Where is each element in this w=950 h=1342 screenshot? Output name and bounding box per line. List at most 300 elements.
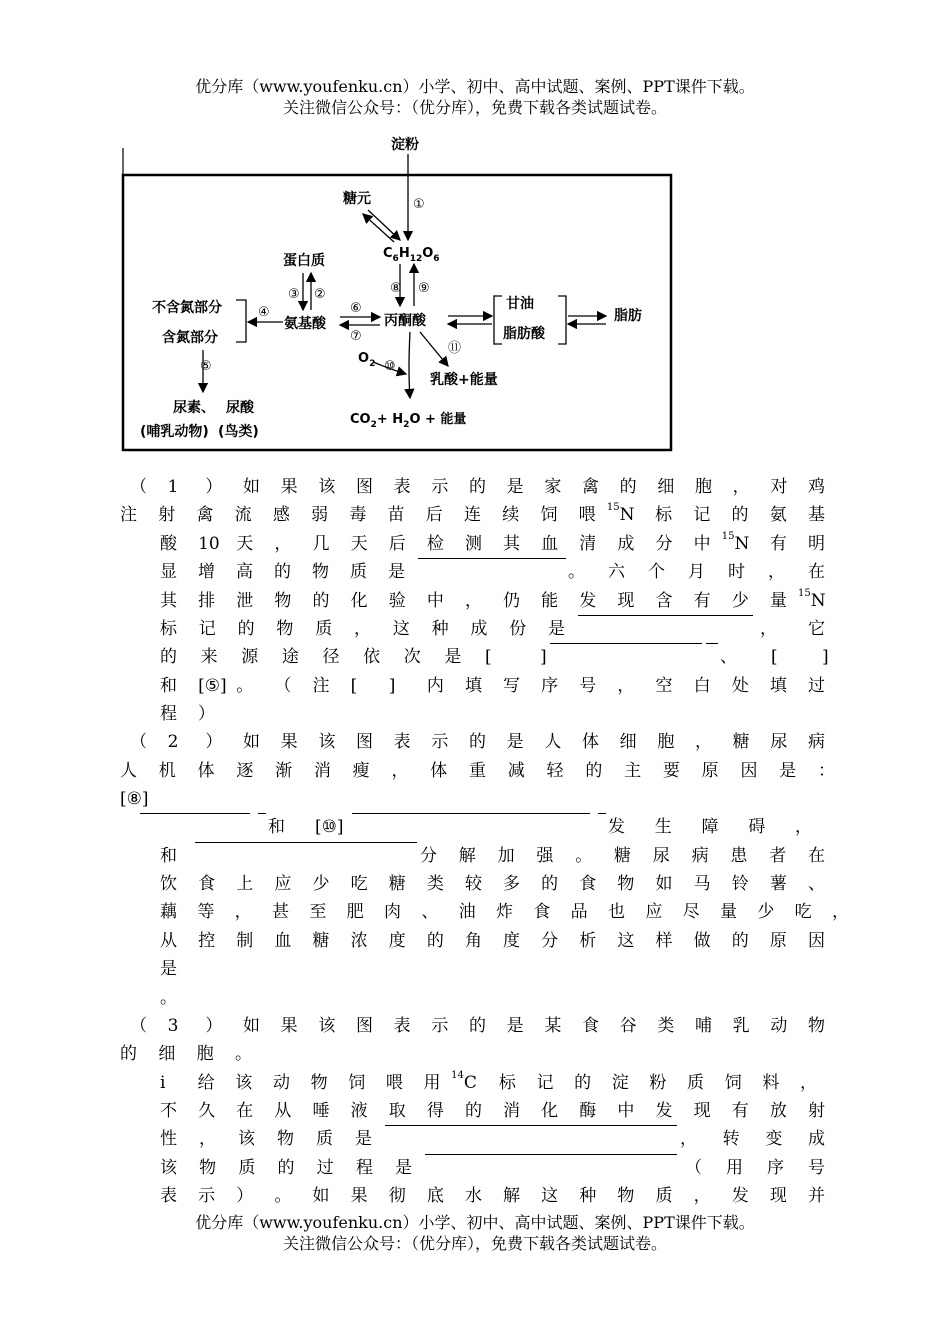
q2-line-10 (0, 984, 950, 1012)
text-char: ， (795, 817, 812, 837)
text-char: 有 (731, 1101, 749, 1121)
text-char: 检 (426, 534, 444, 554)
text-char: 示 (431, 732, 449, 752)
text-char: ， (234, 902, 252, 922)
text-char: 成 (808, 1129, 825, 1149)
text-char: 人 (120, 761, 137, 781)
text-char: 弱 (311, 505, 329, 525)
text-char: 取 (388, 1101, 406, 1121)
text-char: ， (800, 1073, 817, 1093)
text-char: 现 (617, 591, 635, 611)
step-7-label: ⑦ (350, 329, 362, 344)
text-char: 明 (808, 534, 825, 554)
text-char: ， (693, 1186, 711, 1206)
q3-line-4 (0, 1097, 950, 1125)
text-char: 食 (579, 874, 597, 894)
text-char: 15N (721, 531, 750, 554)
text-char: 水 (464, 1186, 482, 1206)
text-char: ， (832, 902, 849, 922)
text-char: 该 (238, 1129, 255, 1149)
text-char: 化 (541, 1101, 559, 1121)
text-char: （ (130, 477, 147, 497)
text-char: 物 (617, 874, 635, 894)
text-char: 的 (160, 647, 177, 667)
text-char: 基 (808, 505, 825, 525)
text-char: 应 (274, 874, 292, 894)
text-char: 质 (350, 562, 367, 582)
arrow-pyruvate-co2 (409, 332, 410, 398)
text-char: [⑤] (198, 676, 227, 696)
text-char: 号 (579, 676, 597, 696)
text-char: ） (205, 732, 223, 752)
text-char: 。 (575, 846, 593, 866)
text-char: ， (199, 1129, 216, 1149)
text-char: 体 (430, 761, 448, 781)
text-char: 的 (426, 931, 444, 951)
q1-line-3 (0, 530, 950, 558)
q3-l5b (0, 1125, 950, 1153)
text-char: 高 (236, 562, 253, 582)
text-char: （ (130, 732, 147, 752)
text-char: 糖 (614, 846, 631, 866)
fat-label: 脂肪 (614, 308, 642, 324)
protein-label: 蛋白质 (283, 253, 325, 269)
text-char: 胞 (196, 1044, 214, 1064)
q2-line-1 (0, 728, 950, 756)
text-char: 食 (198, 874, 216, 894)
text-char: （ (274, 676, 292, 696)
text-char: 发 (655, 1101, 673, 1121)
text-char: 如 (243, 732, 260, 752)
text-char: 是 (388, 562, 405, 582)
q1-line-4 (0, 558, 950, 586)
text-char: 发 (579, 591, 597, 611)
q2-l4a: 和 (268, 817, 285, 837)
text-char: 禽 (582, 477, 599, 497)
text-char: 、 (720, 647, 737, 667)
text-char: 的 (277, 1158, 295, 1178)
text-char: 从 (160, 931, 177, 951)
text-char: 14C (451, 1070, 477, 1093)
q1-line-5 (0, 587, 950, 615)
text-char: 序 (541, 676, 559, 696)
text-char: 果 (280, 732, 298, 752)
text-char: 糖 (312, 931, 330, 951)
text-char: 的 (469, 477, 486, 497)
glycogen-label: 糖元 (343, 191, 371, 207)
text-char: 增 (198, 562, 215, 582)
text-char: 饲 (724, 1073, 742, 1093)
text-char: 对 (770, 477, 788, 497)
text-char: 禽 (196, 505, 214, 525)
text-char: 注 (120, 505, 137, 525)
text-char: 粉 (649, 1073, 667, 1093)
text-char: 成 (470, 619, 488, 639)
text-char: 因 (740, 761, 758, 781)
text-char: 是 (506, 1016, 524, 1036)
footer-line-2: 关注微信公众号：（优分库），免费下载各类试题试卷。 (282, 1234, 667, 1253)
text-char: 。 (568, 562, 585, 582)
text-char: 液 (350, 1101, 368, 1121)
text-char: 料 (762, 1073, 780, 1093)
text-char: 。 (236, 676, 254, 696)
text-char: 是 (355, 1129, 372, 1149)
text-char: 质 (315, 619, 333, 639)
text-char: 主 (624, 761, 642, 781)
text-char: 射 (158, 505, 176, 525)
q2-l4b: [⑩] (315, 817, 344, 837)
text-char: 图 (356, 477, 373, 497)
superscript: 15 (606, 502, 620, 513)
text-char: 续 (502, 505, 520, 525)
text-char: 多 (503, 874, 521, 894)
text-char: 转 (722, 1129, 740, 1149)
text-char: 乳 (732, 1016, 750, 1036)
q2-line-2 (0, 757, 950, 785)
footer-line-1: 优分库（www.youfenku.cn）小学、初中、高中试题、案例、PPT课件下载。 (195, 1213, 755, 1232)
text-char: 解 (458, 846, 476, 866)
text-char: ] (388, 676, 396, 696)
text-char: 制 (236, 931, 254, 951)
text-char: 现 (693, 1101, 711, 1121)
text-char: 淀 (611, 1073, 629, 1093)
text-char: 果 (350, 1186, 368, 1206)
text-char: 者 (769, 846, 787, 866)
uric-acid-label: 尿酸 (226, 400, 254, 416)
text-char: 这 (392, 619, 410, 639)
q2-line-5 (0, 842, 950, 870)
text-char: 填 (769, 676, 787, 696)
text-char: 糖 (732, 732, 750, 752)
text-char: 度 (388, 931, 406, 951)
text-char: 排 (198, 591, 216, 611)
text-char: 在 (236, 1101, 254, 1121)
text-char: 如 (312, 1186, 330, 1206)
text-char: 如 (243, 1016, 260, 1036)
text-char: 月 (688, 562, 705, 582)
text-char: 的 (469, 1016, 486, 1036)
text-char: ， (464, 591, 482, 611)
text-char: 程 (355, 1158, 373, 1178)
text-char: 3 (167, 1016, 179, 1036)
text-char: 尿 (770, 732, 788, 752)
text-char: ） (205, 1016, 223, 1036)
text-char: 号 (808, 1158, 825, 1178)
q2-l3: [⑧] (120, 789, 149, 809)
text-char: 后 (388, 534, 406, 554)
text-char: 从 (274, 1101, 292, 1121)
text-char: 饲 (540, 505, 558, 525)
text-char: 唾 (312, 1101, 330, 1121)
superscript: 14 (451, 1070, 464, 1081)
bracket-fat-right (558, 296, 566, 344)
text-char: [ (350, 676, 358, 696)
text-char: 在 (808, 562, 825, 582)
q1-l4b (0, 558, 950, 586)
text-char: ] (540, 647, 547, 667)
text-char: 胞 (657, 732, 675, 752)
q3-line-2 (0, 1040, 950, 1068)
text-char: 、 (808, 874, 825, 894)
text-char: 物 (808, 1016, 825, 1036)
text-char: 应 (645, 902, 663, 922)
q3-line-5 (0, 1125, 950, 1153)
text-char: 几 (312, 534, 330, 554)
text-char: 渐 (275, 761, 293, 781)
q1-line-9 (0, 700, 950, 728)
text-char: 中 (693, 534, 711, 554)
metabolism-diagram (118, 130, 678, 455)
text-char: ， (732, 477, 750, 497)
text-char: ] (822, 647, 829, 667)
text-char: ， (760, 619, 777, 639)
text-char: 果 (280, 477, 298, 497)
glucose-label: $C_6H_{12}O_6$ (383, 246, 440, 264)
text-char: 的 (469, 732, 486, 752)
text-char: 彻 (388, 1186, 406, 1206)
text-char: 浓 (350, 931, 368, 951)
text-char: 如 (655, 874, 673, 894)
text-char: 其 (503, 534, 521, 554)
q1-line-7 (0, 643, 950, 671)
q2-line-3 (0, 785, 950, 813)
text-char: 喂 (578, 505, 596, 525)
text-char: 化 (350, 591, 368, 611)
text-char: 苗 (387, 505, 405, 525)
text-char: [ (485, 647, 492, 667)
text-char: 肉 (384, 902, 401, 922)
text-char: 细 (657, 477, 675, 497)
text-char: 质 (238, 1158, 256, 1178)
text-char: 尿 (652, 846, 670, 866)
text-char: 成 (617, 534, 635, 554)
text-char: 油 (458, 902, 476, 922)
text-char: 喂 (385, 1073, 403, 1093)
text-char: ） (236, 1186, 254, 1206)
text-char: 该 (235, 1073, 253, 1093)
text-char: 来 (200, 647, 218, 667)
text-char: 记 (536, 1073, 554, 1093)
text-char: 久 (198, 1101, 216, 1121)
step-8-label: ⑧ (390, 281, 402, 296)
text-char: 表 (160, 1186, 177, 1206)
text-char: 种 (431, 619, 449, 639)
text-char: 质 (687, 1073, 705, 1093)
text-char: 用 (423, 1073, 441, 1093)
arrow-glucose-glycogen (363, 214, 394, 242)
text-char: 现 (769, 1186, 787, 1206)
text-char: 标 (160, 619, 177, 639)
non-nitrogen-label: 不含氮部分 (152, 300, 222, 316)
text-char: 物 (310, 1073, 328, 1093)
text-char: 血 (274, 931, 292, 951)
text-char: 依 (363, 647, 381, 667)
text-char: 至 (309, 902, 327, 922)
text-char: 连 (464, 505, 481, 525)
text-char: 显 (160, 562, 177, 582)
text-char: 动 (272, 1073, 290, 1093)
text-char: 该 (318, 1016, 336, 1036)
text-char: 过 (316, 1158, 334, 1178)
bracket-left (236, 300, 246, 342)
text-char: 的 (120, 1044, 137, 1064)
q2-l5b (0, 842, 950, 870)
co2-label: $CO_2+ H_2O$ + 能量 (350, 412, 467, 430)
text-char: 某 (544, 1016, 562, 1036)
text-char: 含 (655, 591, 673, 611)
text-char: 细 (619, 732, 637, 752)
q2-l10: 。 (160, 988, 177, 1008)
text-char: 程 (160, 704, 177, 724)
text-char: 要 (662, 761, 680, 781)
text-char: 如 (243, 477, 260, 497)
text-char: 是 (548, 619, 565, 639)
text-char: 体 (197, 761, 215, 781)
step-9-label: ⑨ (418, 281, 430, 296)
text-char: 哺 (695, 1016, 712, 1036)
text-char: 分 (541, 931, 559, 951)
text-char: 能 (541, 591, 559, 611)
text-char: 控 (198, 931, 216, 951)
text-char: 该 (318, 732, 336, 752)
text-char: 物 (617, 1186, 635, 1206)
q3-line-3 (0, 1069, 950, 1097)
text-char: 验 (388, 591, 406, 611)
text-char: 类 (657, 1016, 675, 1036)
text-char: 炸 (496, 902, 513, 922)
text-char: 少 (312, 874, 330, 894)
text-char: 生 (654, 817, 672, 837)
text-char: 2 (167, 732, 179, 752)
text-char: 底 (426, 1186, 444, 1206)
text-char: 的 (237, 619, 255, 639)
text-char: 样 (655, 931, 673, 951)
text-char: 填 (464, 676, 482, 696)
superscript: 15 (721, 531, 735, 542)
text-char: 白 (693, 676, 711, 696)
text-char: 并 (808, 1186, 825, 1206)
text-char: 铃 (731, 874, 749, 894)
text-char: 度 (503, 931, 521, 951)
step-3-label: ③ (288, 287, 300, 302)
text-char: 量 (720, 902, 737, 922)
text-char: 10 (198, 534, 220, 554)
text-char: 示 (431, 1016, 449, 1036)
text-char: 天 (236, 534, 254, 554)
text-char: 质 (316, 1129, 333, 1149)
text-char: 过 (808, 676, 825, 696)
text-char: 给 (197, 1073, 215, 1093)
text-char: 藕 (160, 902, 177, 922)
text-char: 加 (497, 846, 515, 866)
fatty-acid-label: 脂肪酸 (503, 326, 545, 342)
text-char: 做 (693, 931, 711, 951)
arrow-glycogen-glucose (368, 210, 400, 240)
q3-line-6 (0, 1154, 950, 1182)
text-char: 饲 (348, 1073, 366, 1093)
text-char: 的 (731, 931, 749, 951)
header-line-1: 优分库（www.youfenku.cn）小学、初中、高中试题、案例、PPT课件下载。 (195, 77, 755, 96)
glycerol-label: 甘油 (506, 296, 534, 312)
text-char: 吃 (794, 902, 812, 922)
text-char: 吃 (350, 874, 368, 894)
text-char: 角 (464, 931, 482, 951)
q2-l4c (0, 813, 950, 841)
text-char: 时 (728, 562, 745, 582)
text-char: 轻 (546, 761, 564, 781)
text-char: （ (685, 1158, 702, 1178)
text-char: 空 (655, 676, 673, 696)
text-char: 病 (808, 732, 825, 752)
text-char: 图 (356, 732, 373, 752)
text-char: 注 (312, 676, 330, 696)
text-char: 。 (235, 1044, 252, 1064)
text-char: 的 (464, 1101, 482, 1121)
text-char: 分 (420, 846, 437, 866)
text-char: 发 (608, 817, 625, 837)
text-char: 感 (272, 505, 290, 525)
text-char: ： (818, 761, 835, 781)
text-char: 仍 (503, 591, 521, 611)
text-char: 尽 (682, 902, 700, 922)
text-char: 示 (198, 1186, 216, 1206)
text-char: 原 (701, 761, 719, 781)
text-char: 性 (160, 1129, 177, 1149)
text-char: 处 (731, 676, 749, 696)
text-char: 其 (160, 591, 177, 611)
text-char: 分 (655, 534, 673, 554)
text-char: 。 (274, 1186, 292, 1206)
text-char: 这 (541, 1186, 559, 1206)
text-char: 的 (274, 562, 291, 582)
text-char: ， (768, 562, 785, 582)
text-char: 和 (160, 676, 177, 696)
text-char: 动 (770, 1016, 788, 1036)
text-char: 逐 (236, 761, 254, 781)
text-char: 射 (808, 1101, 825, 1121)
text-char: 碍 (748, 817, 766, 837)
text-char: 中 (617, 1101, 635, 1121)
text-char: 瘦 (352, 761, 370, 781)
q2-l9: 是 (160, 959, 177, 979)
text-char: 消 (313, 761, 331, 781)
nitrogen-label: 含氮部分 (162, 330, 218, 346)
text-char: 源 (241, 647, 259, 667)
q2-line-9 (0, 955, 950, 983)
q3-l6b (0, 1154, 950, 1182)
q1-line-6 (0, 615, 950, 643)
text-char: 患 (730, 846, 748, 866)
text-char: ， (680, 1129, 697, 1149)
text-char: ） (205, 477, 223, 497)
text-char: ， (695, 732, 712, 752)
text-char: 该 (318, 477, 336, 497)
text-char: ， (354, 619, 371, 639)
text-char: 次 (403, 647, 421, 667)
text-char: [ (771, 647, 778, 667)
text-char: 是 (395, 1158, 412, 1178)
text-char: 份 (509, 619, 527, 639)
q2-line-6 (0, 870, 950, 898)
text-char: 15N (798, 588, 826, 611)
text-char: 病 (691, 846, 709, 866)
text-char: 途 (281, 647, 299, 667)
text-char: 后 (425, 505, 443, 525)
text-char: 糖 (388, 874, 406, 894)
text-char: 不 (160, 1101, 177, 1121)
text-char: 图 (356, 1016, 373, 1036)
text-char: 是 (506, 477, 524, 497)
